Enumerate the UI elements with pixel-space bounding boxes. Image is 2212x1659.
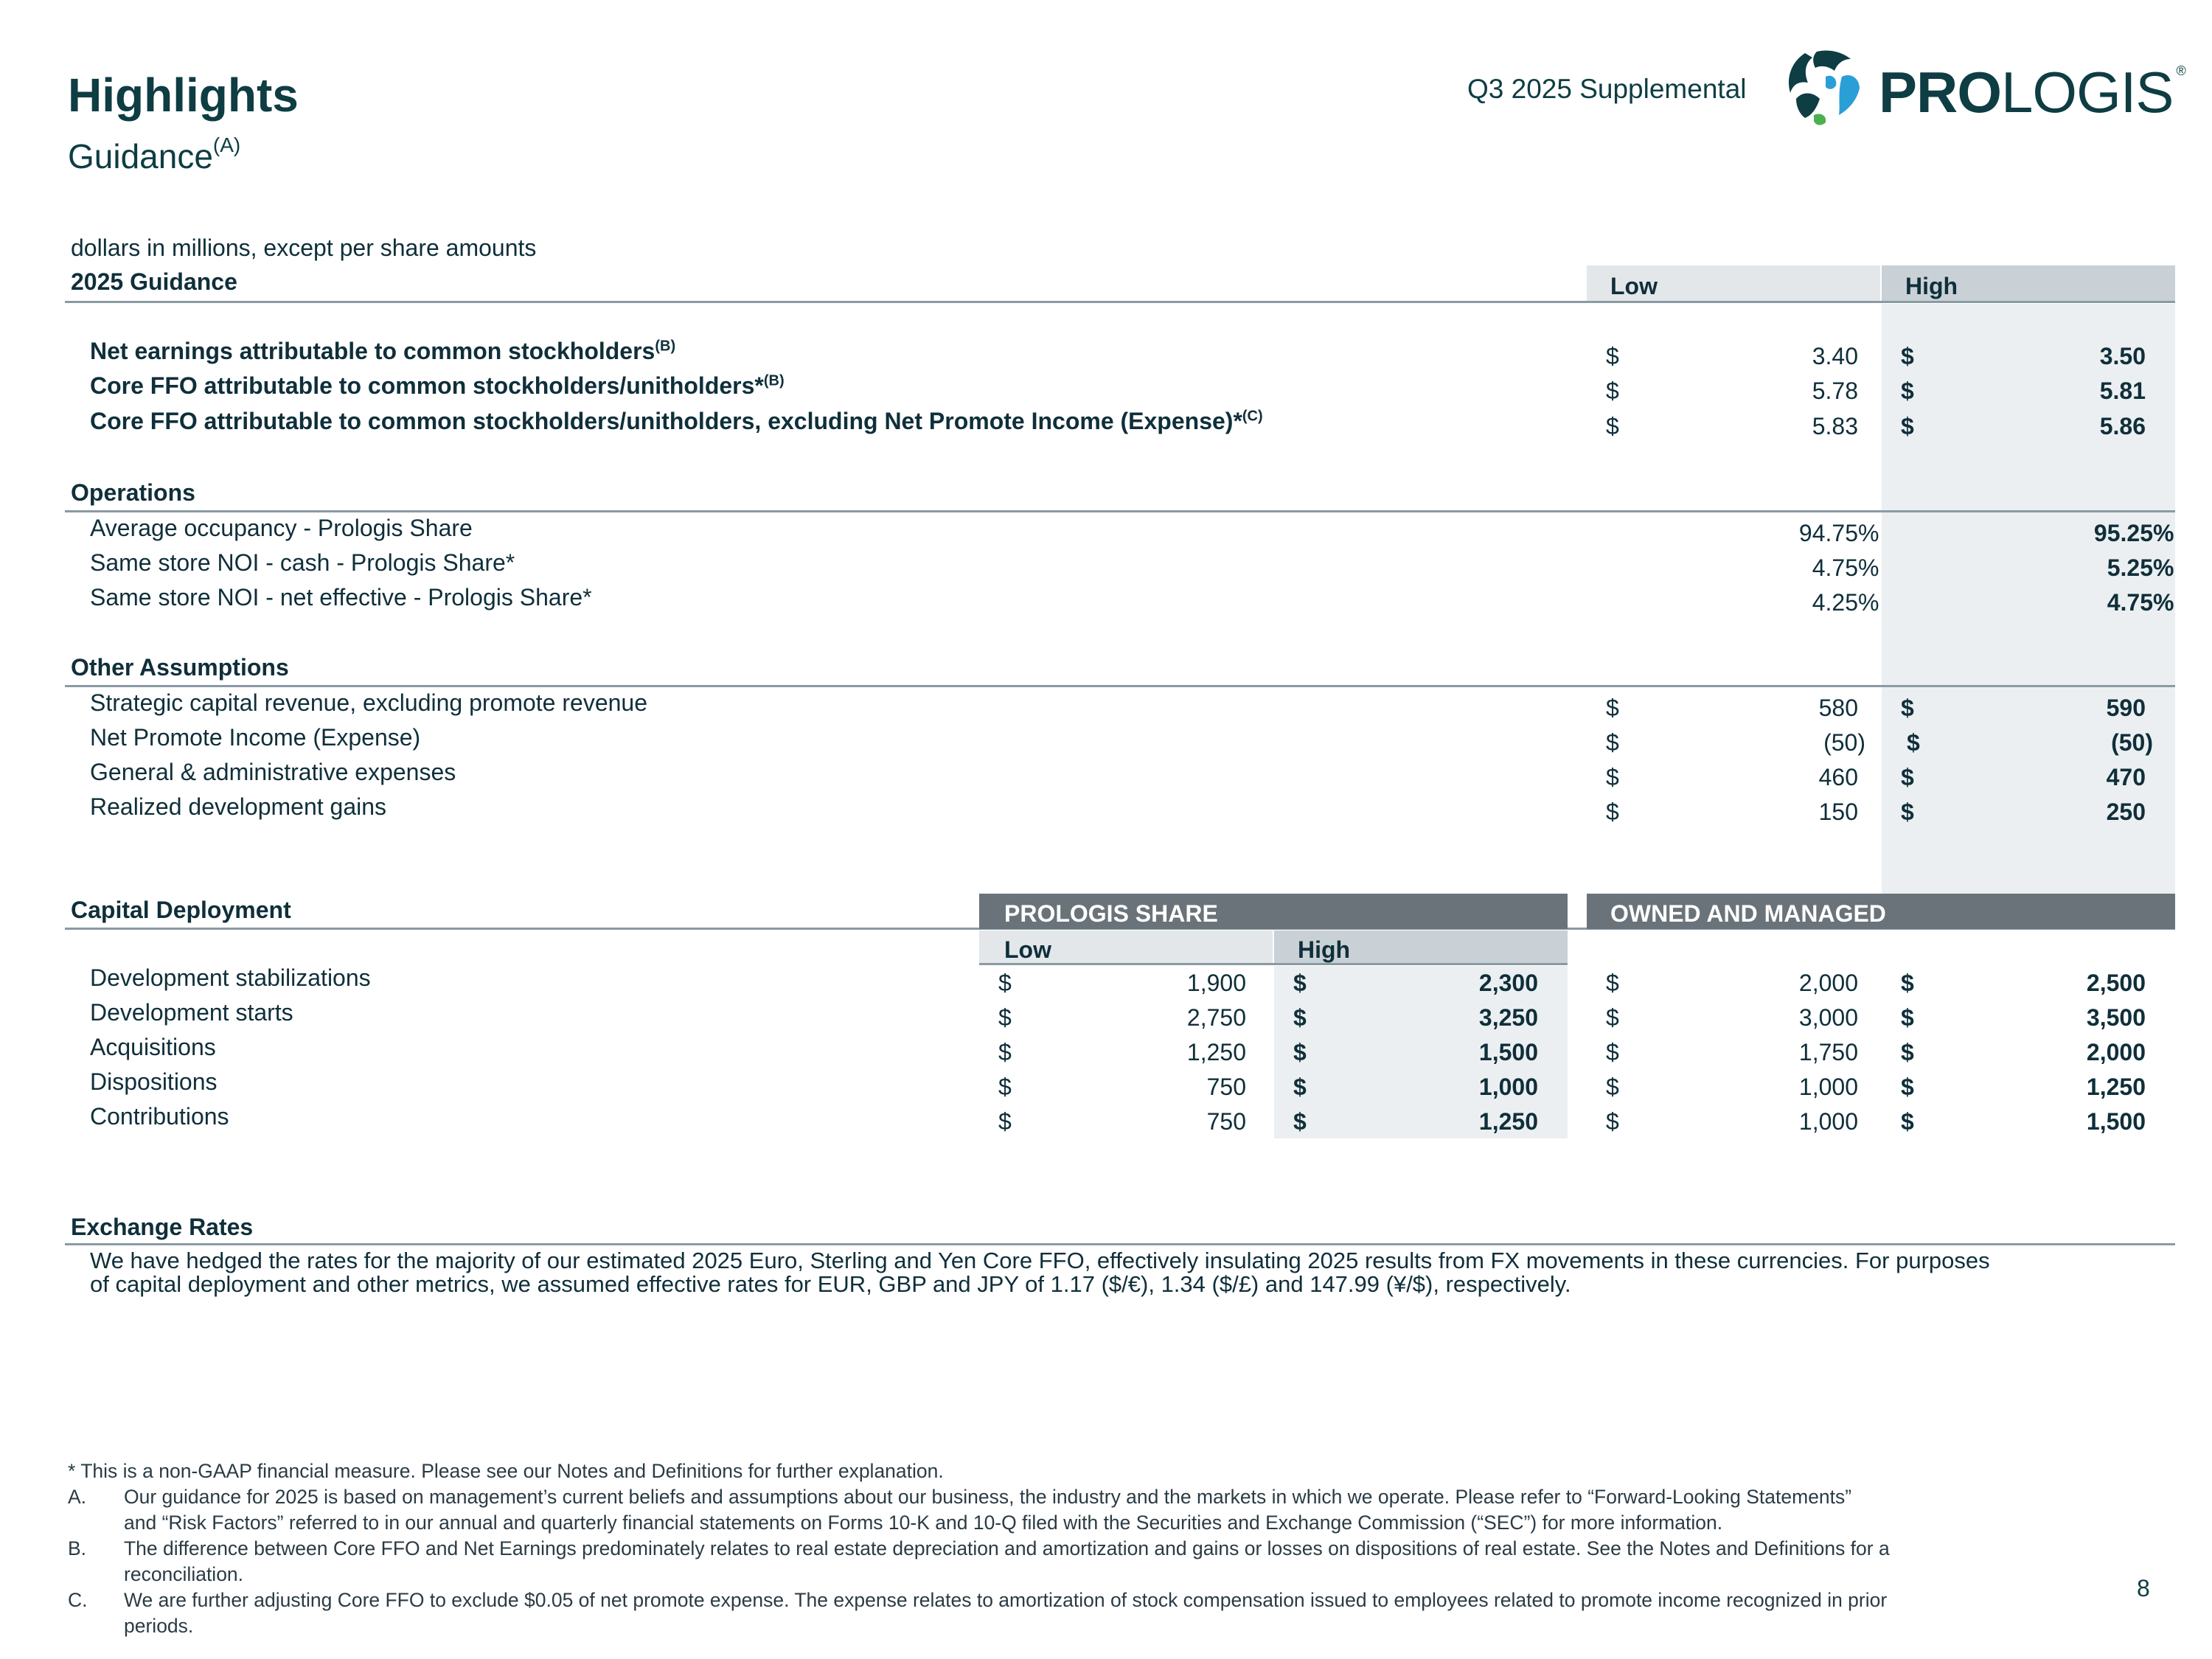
om-low-value: 3,000	[1798, 1004, 1858, 1031]
guidance-low-value: 3.40	[1812, 343, 1858, 369]
page-number: 8	[2137, 1575, 2150, 1601]
owned-managed-header: OWNED AND MANAGED	[1587, 894, 2175, 929]
ps-low-currency: $	[998, 1108, 1012, 1135]
ps-low-value: 1,250	[1186, 1039, 1246, 1065]
other-low-value: (50)	[1823, 729, 1865, 756]
exchange-text-line2: of capital deployment and other metrics, we assumed effective rates for EUR, GBP and JPY of 1.17 ($/€), 1.34 ($/£) and 147.99 (¥/$), respectively.	[90, 1271, 1571, 1297]
ps-low-currency: $	[998, 970, 1012, 996]
footnote-key: C.	[68, 1589, 88, 1611]
guidance-low-header: Low	[1587, 265, 1880, 302]
guidance-high-currency: $	[1901, 343, 1914, 369]
ps-high-value: 3,250	[1478, 1004, 1538, 1031]
om-high-currency: $	[1901, 1074, 1914, 1100]
guidance-row-label: Core FFO attributable to common stockholders/unitholders*$^{(B)}$	[90, 372, 785, 399]
other-high-value: (50)	[2111, 729, 2153, 756]
prologis-logo: PROLOGIS ®	[1879, 60, 2185, 125]
other-low-value: 460	[1818, 764, 1858, 790]
om-high-currency: $	[1901, 1108, 1914, 1135]
footnote-star: * This is a non-GAAP financial measure. Please see our Notes and Definitions for further explanation.	[68, 1460, 944, 1482]
ps-low-value: 750	[1206, 1074, 1246, 1100]
other-high-currency: $	[1901, 695, 1914, 721]
percent-sign: %	[2153, 589, 2174, 616]
capital-row-label: Development starts	[90, 999, 293, 1026]
other-low-currency: $	[1606, 729, 1619, 756]
percent-sign: %	[2153, 554, 2174, 581]
om-low-value: 1,000	[1798, 1074, 1858, 1100]
operations-row-label: Average occupancy - Prologis Share	[90, 515, 473, 541]
guidance-row-label: Core FFO attributable to common stockholders/unitholders, excluding Net Promote Income (Expense)*$^{(C)}$	[90, 408, 1263, 434]
exchange-rule	[65, 1243, 2175, 1245]
om-low-currency: $	[1606, 1004, 1619, 1031]
guidance-low-currency: $	[1606, 413, 1619, 439]
footnote-text: reconciliation.	[124, 1563, 244, 1585]
footnote-key: A.	[68, 1486, 87, 1508]
ps-low-value: 1,900	[1186, 970, 1246, 996]
guidance-rule	[65, 301, 2175, 303]
operations-low-value: 94.75	[1798, 520, 1858, 546]
ps-low-header: Low	[979, 931, 1273, 964]
om-high-value: 2,500	[2086, 970, 2146, 996]
om-high-value: 2,000	[2086, 1039, 2146, 1065]
other-high-currency: $	[1907, 729, 1920, 756]
om-high-value: 1,250	[2086, 1074, 2146, 1100]
other-low-currency: $	[1606, 764, 1619, 790]
percent-sign: %	[2153, 520, 2174, 546]
om-low-currency: $	[1606, 1074, 1619, 1100]
ps-subheader-rule	[979, 963, 1568, 965]
operations-rule	[65, 510, 2175, 512]
other-section-title: Other Assumptions	[71, 654, 289, 681]
om-high-currency: $	[1901, 1039, 1914, 1065]
other-high-value: 470	[2106, 764, 2146, 790]
percent-sign: %	[1858, 520, 1879, 546]
supplemental-label: Q3 2025 Supplemental	[1467, 74, 1747, 104]
capital-section-title: Capital Deployment	[71, 897, 291, 923]
footnote-text: Our guidance for 2025 is based on management’s current beliefs and assumptions about our business, the industry and the markets in which we operate. Please refer to “Forward-Looking Statements”	[124, 1486, 1852, 1508]
other-high-currency: $	[1901, 799, 1914, 825]
om-low-value: 1,000	[1798, 1108, 1858, 1135]
capital-row-label: Acquisitions	[90, 1034, 216, 1060]
ps-high-value: 1,250	[1478, 1108, 1538, 1135]
guidance-high-value: 5.81	[2099, 378, 2146, 404]
operations-high-value: 5.25	[2107, 554, 2153, 581]
ps-low-currency: $	[998, 1039, 1012, 1065]
capital-row-label: Contributions	[90, 1103, 229, 1130]
units-caption: dollars in millions, except per share amounts	[71, 234, 537, 261]
other-low-value: 150	[1818, 799, 1858, 825]
other-row-label: Strategic capital revenue, excluding promote revenue	[90, 689, 647, 716]
prologis-globe-icon	[1783, 47, 1870, 130]
guidance-row-label: Net earnings attributable to common stockholders$^{(B)}$	[90, 338, 676, 364]
ps-high-value: 1,000	[1478, 1074, 1538, 1100]
ps-low-currency: $	[998, 1004, 1012, 1031]
om-high-currency: $	[1901, 1004, 1914, 1031]
ps-low-currency: $	[998, 1074, 1012, 1100]
other-low-value: 580	[1818, 695, 1858, 721]
om-low-currency: $	[1606, 1108, 1619, 1135]
guidance-high-currency: $	[1901, 413, 1914, 439]
ps-low-value: 750	[1206, 1108, 1246, 1135]
ps-high-header: High	[1274, 931, 1568, 964]
guidance-high-value: 3.50	[2099, 343, 2146, 369]
om-low-currency: $	[1606, 1039, 1619, 1065]
other-low-currency: $	[1606, 799, 1619, 825]
operations-row-label: Same store NOI - cash - Prologis Share*	[90, 549, 515, 576]
footnote-text: and “Risk Factors” referred to in our annual and quarterly financial statements on Forms 10-K and 10-Q filed with the Securities and Exchange Commission (“SEC”) for more information.	[124, 1512, 1723, 1534]
guidance-low-value: 5.83	[1812, 413, 1858, 439]
footnote-text: The difference between Core FFO and Net Earnings predominately relates to real estate depreciation and amortization and gains or losses on dispositions of real estate. See the Notes and Definitions for a	[124, 1537, 1890, 1559]
percent-sign: %	[1858, 589, 1879, 616]
other-row-label: Realized development gains	[90, 793, 387, 820]
ps-high-currency: $	[1293, 1108, 1307, 1135]
page-subtitle: Guidance$^{(A)}$	[68, 133, 241, 175]
capital-row-label: Dispositions	[90, 1068, 218, 1095]
guidance-high-header: High	[1882, 265, 2175, 302]
ps-high-currency: $	[1293, 970, 1307, 996]
prologis-share-header: PROLOGIS SHARE	[979, 894, 1568, 929]
ps-high-currency: $	[1293, 1039, 1307, 1065]
om-high-currency: $	[1901, 970, 1914, 996]
ps-high-value: 2,300	[1478, 970, 1538, 996]
om-low-currency: $	[1606, 970, 1619, 996]
footnote-text: We are further adjusting Core FFO to exclude $0.05 of net promote expense. The expense relates to amortization of stock compensation issued to employees related to promote income recognized in prior	[124, 1589, 1888, 1611]
guidance-low-currency: $	[1606, 343, 1619, 369]
guidance-high-currency: $	[1901, 378, 1914, 404]
om-low-value: 1,750	[1798, 1039, 1858, 1065]
ps-high-currency: $	[1293, 1074, 1307, 1100]
ps-low-value: 2,750	[1186, 1004, 1246, 1031]
ps-high-value: 1,500	[1478, 1039, 1538, 1065]
page-title: Highlights	[68, 69, 299, 122]
operations-high-value: 95.25	[2093, 520, 2153, 546]
operations-row-label: Same store NOI - net effective - Prologis Share*	[90, 584, 592, 611]
other-rule	[65, 685, 2175, 687]
footnote-text: periods.	[124, 1615, 194, 1637]
capital-row-label: Development stabilizations	[90, 964, 371, 991]
exchange-section-title: Exchange Rates	[71, 1214, 254, 1240]
guidance-low-currency: $	[1606, 378, 1619, 404]
operations-low-value: 4.75	[1812, 554, 1858, 581]
other-row-label: General & administrative expenses	[90, 759, 456, 785]
percent-sign: %	[1858, 554, 1879, 581]
footnote-key: B.	[68, 1537, 87, 1559]
other-high-value: 250	[2106, 799, 2146, 825]
om-high-value: 3,500	[2086, 1004, 2146, 1031]
operations-low-value: 4.25	[1812, 589, 1858, 616]
other-low-currency: $	[1606, 695, 1619, 721]
om-high-value: 1,500	[2086, 1108, 2146, 1135]
guidance-section-title: 2025 Guidance	[71, 268, 237, 295]
operations-section-title: Operations	[71, 479, 195, 506]
ps-high-currency: $	[1293, 1004, 1307, 1031]
other-high-currency: $	[1901, 764, 1914, 790]
other-high-value: 590	[2106, 695, 2146, 721]
exchange-text-line1: We have hedged the rates for the majority of our estimated 2025 Euro, Sterling and Yen Core FFO, effectively insulating 2025 results from FX movements in these currencies. For purposes	[90, 1248, 1990, 1273]
guidance-low-value: 5.78	[1812, 378, 1858, 404]
om-low-value: 2,000	[1798, 970, 1858, 996]
operations-high-value: 4.75	[2107, 589, 2153, 616]
guidance-high-value: 5.86	[2099, 413, 2146, 439]
other-row-label: Net Promote Income (Expense)	[90, 724, 421, 751]
